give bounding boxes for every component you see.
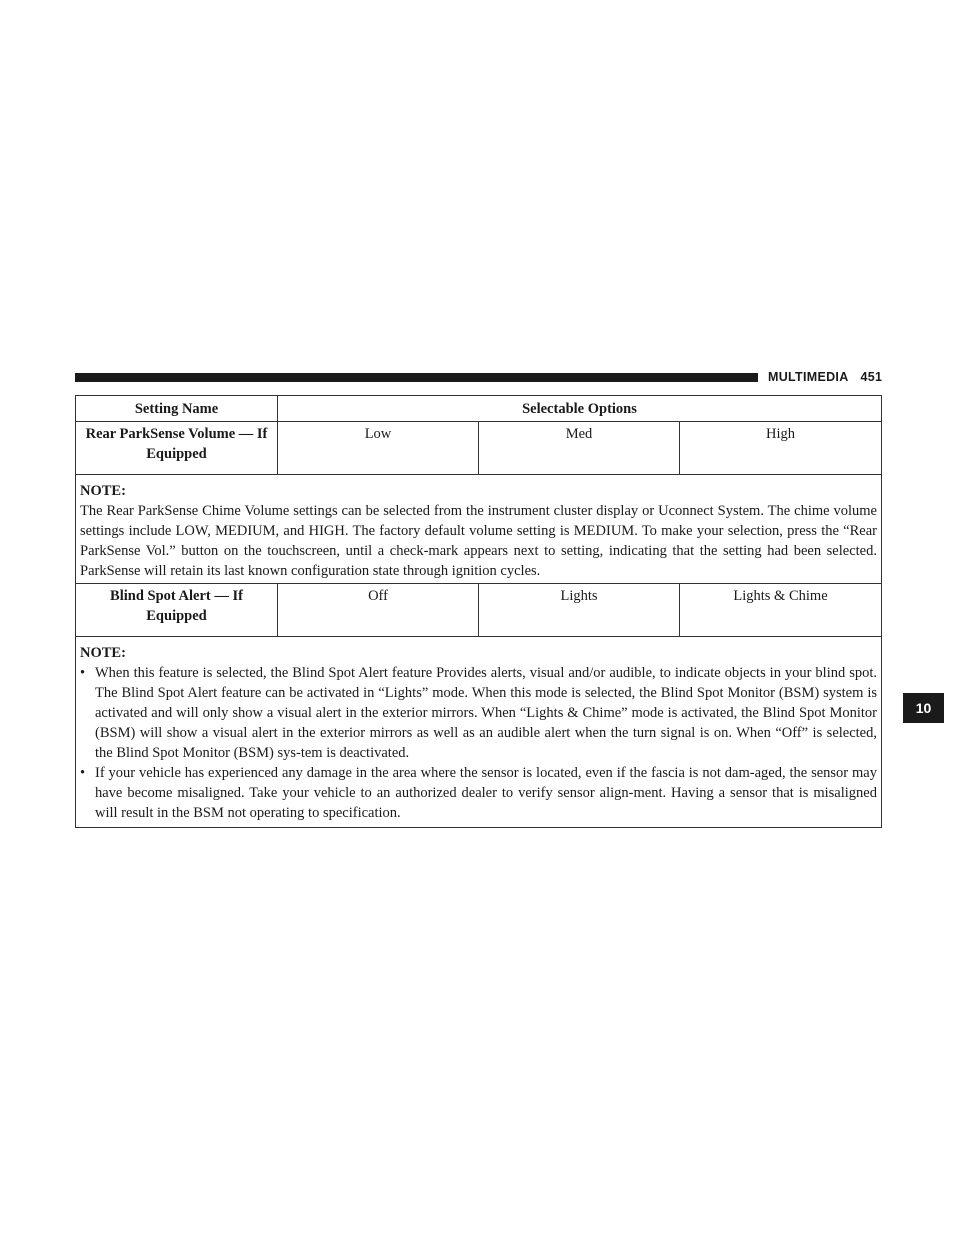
table-row-blind-spot [76,584,882,637]
running-header [768,368,888,386]
note-label: NOTE: [80,645,126,661]
option-low: Low [278,422,479,475]
settings-table [75,395,882,828]
chapter-tab: 10 [903,693,944,723]
table-header-row [76,396,882,422]
setting-name-rear-parksense: Rear ParkSense Volume — If Equipped [76,422,278,475]
list-item: • When this feature is selected, the Blind Spot Alert feature Provides alerts, visual and/or audible, to indicate objects in your blind spot. The Blind Spot Alert feature can be activated in “Lights” mode. When this mode is selected, the Blind Spot Monitor (BSM) system is activated and will only show a visual alert in the exterior mirrors. When “Lights & Chime” mode is activated, the Blind Spot Monitor (BSM) will show a visual alert in the exterior mirrors as well as an audible alert when the turn signal is on. When “Off” is selected, the Blind Spot Monitor (BSM) sys-tem is deactivated. [80,663,877,763]
table-row-blind-spot-note [76,637,882,828]
note-rear-parksense [76,475,882,584]
header-rule [75,373,758,382]
note-text: The Rear ParkSense Chime Volume settings can be selected from the instrument cluster display or Uconnect System. The chime volume settings include LOW, MEDIUM, and HIGH. The factory default volume setting is MEDIUM. To make your selection, press the “Rear ParkSense Vol.” button on the touchscreen, until a check-mark appears next to setting, indicating that the setting had been selected. ParkSense will retain its last known configuration state through ignition cycles. [80,503,877,579]
table-row-rear-parksense-note [76,475,882,584]
note-blind-spot [76,637,882,828]
list-item: • If your vehicle has experienced any damage in the area where the sensor is located, even if the fascia is not dam-aged, the sensor may have become misaligned. Take your vehicle to an authorized dealer to verify sensor align-ment. Having a sensor that is misaligned will result in the BSM not operating to specification. [80,763,877,823]
table-row-rear-parksense [76,422,882,475]
note-bullet-list [80,663,877,823]
setting-name-blind-spot: Blind Spot Alert — If Equipped [76,584,278,637]
page-number: 451 [860,370,883,384]
option-lights: Lights [479,584,680,637]
header-selectable-options: Selectable Options [278,396,882,422]
option-med: Med [479,422,680,475]
option-off: Off [278,584,479,637]
header-setting-name: Setting Name [76,396,278,422]
note-label: NOTE: [80,483,126,499]
option-lights-chime: Lights & Chime [680,584,882,637]
option-high: High [680,422,882,475]
section-title: MULTIMEDIA [768,370,849,384]
